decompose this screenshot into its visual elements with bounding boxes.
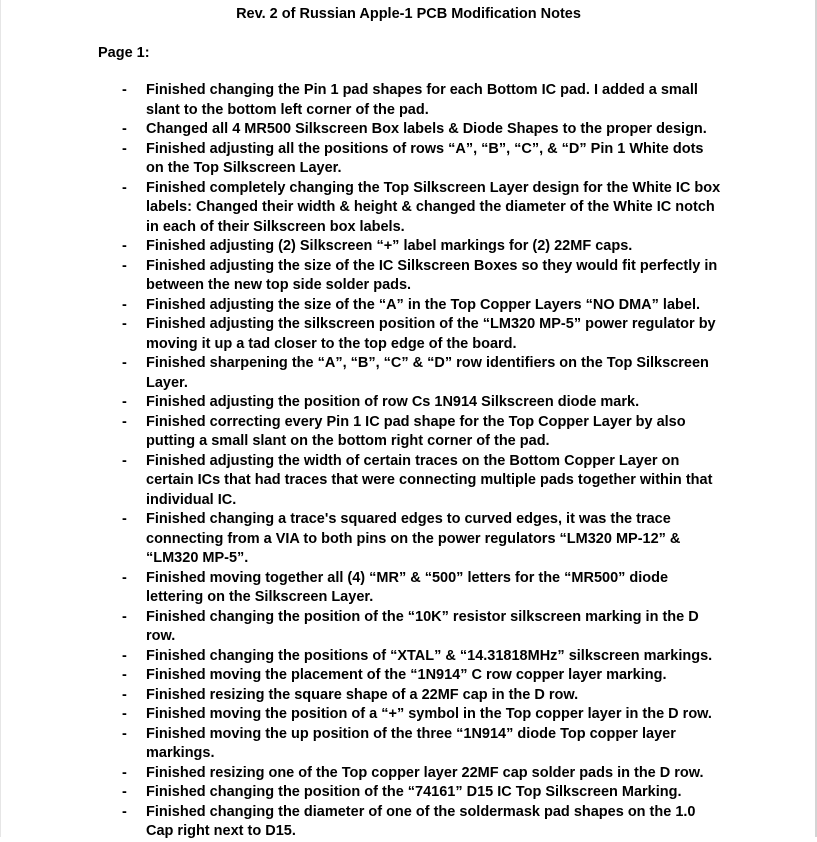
bullet-dash: - [122, 647, 127, 664]
bullet-dash: - [122, 608, 127, 625]
note-text: Finished sharpening the “A”, “B”, “C” & “D” row identifiers on the Top Silkscreen Layer. [146, 355, 709, 391]
note-item [122, 257, 722, 296]
bullet-dash: - [122, 569, 127, 586]
note-item [122, 666, 722, 686]
note-item [122, 510, 722, 569]
bullet-dash: - [122, 686, 127, 703]
note-text: Finished adjusting the position of row Cs 1N914 Silkscreen diode mark. [146, 394, 640, 410]
note-item [122, 647, 722, 667]
note-item [122, 81, 722, 120]
bullet-dash: - [122, 725, 127, 742]
bullet-dash: - [122, 452, 127, 469]
note-item [122, 705, 722, 725]
note-text: Finished changing the position of the “74161” D15 IC Top Silkscreen Marking. [146, 784, 682, 800]
note-item [122, 803, 722, 842]
note-text: Finished adjusting the silkscreen position of the “LM320 MP-5” power regulator by moving it up a tad closer to the top edge of the board. [146, 316, 716, 352]
note-item [122, 413, 722, 452]
note-text: Changed all 4 MR500 Silkscreen Box labels & Diode Shapes to the proper design. [146, 121, 707, 137]
bullet-dash: - [122, 82, 127, 98]
note-text: Finished adjusting all the positions of rows “A”, “B”, “C”, & “D” Pin 1 White dots on the Top Silkscreen Layer. [146, 140, 704, 176]
note-item [122, 237, 722, 257]
note-text: Finished adjusting the size of the IC Silkscreen Boxes so they would fit perfectly in between the new top side solder pads. [146, 257, 718, 293]
bullet-dash: - [122, 803, 127, 820]
page-edge-left [0, 0, 1, 837]
bullet-dash: - [122, 764, 127, 781]
note-item [122, 179, 722, 238]
page-label: Page 1: [98, 45, 150, 61]
note-text: Finished changing the Pin 1 pad shapes for each Bottom IC pad. I added a small slant to the bottom left corner of the pad. [146, 82, 698, 118]
note-text: Finished adjusting the width of certain traces on the Bottom Copper Layer on certain ICs that had traces that were connecting multiple pads together within that individual IC. [146, 452, 713, 508]
note-text: Finished moving the up position of the three “1N914” diode Top copper layer markings. [146, 725, 676, 761]
note-text: Finished changing the diameter of one of the soldermask pad shapes on the 1.0 Cap right next to D15. [146, 803, 696, 839]
bullet-dash: - [122, 784, 127, 800]
note-item [122, 140, 722, 179]
bullet-dash: - [122, 706, 127, 722]
note-text: Finished changing the position of the “10K” resistor silkscreen marking in the D row. [146, 608, 699, 644]
note-item [122, 764, 722, 784]
document-title: Rev. 2 of Russian Apple-1 PCB Modification Notes [236, 6, 581, 22]
note-item [122, 393, 722, 413]
note-text: Finished completely changing the Top Silkscreen Layer design for the White IC box labels: Changed their width & height & changed the diameter of the White IC notch in each of their Silkscreen box labels. [146, 179, 721, 235]
note-text: Finished resizing one of the Top copper layer 22MF cap solder pads in the D row. [146, 764, 704, 781]
bullet-dash: - [122, 413, 127, 430]
note-item [122, 608, 722, 647]
note-text: Finished correcting every Pin 1 IC pad shape for the Top Copper Layer by also putting a small slant on the bottom right corner of the pad. [146, 413, 686, 449]
note-item [122, 315, 722, 354]
bullet-dash: - [122, 355, 127, 371]
bullet-dash: - [122, 179, 127, 196]
notes-list [122, 81, 722, 842]
note-text: Finished changing a trace's squared edges to curved edges, it was the trace connecting from a VIA to both pins on the power regulators “LM320 MP-12” & “LM320 MP-5”. [146, 511, 681, 566]
note-item [122, 725, 722, 764]
note-item [122, 296, 722, 316]
note-text: Finished moving together all (4) “MR” & “500” letters for the “MR500” diode lettering on the Silkscreen Layer. [146, 569, 669, 605]
bullet-dash: - [122, 238, 127, 254]
bullet-dash: - [122, 394, 127, 410]
bullet-dash: - [122, 667, 127, 683]
note-item [122, 783, 722, 803]
note-text: Finished moving the position of a “+” symbol in the Top copper layer in the D row. [146, 706, 712, 722]
bullet-dash: - [122, 257, 127, 274]
bullet-dash: - [122, 511, 127, 527]
note-text: Finished moving the placement of the “1N914” C row copper layer marking. [146, 667, 667, 683]
note-item [122, 569, 722, 608]
note-text: Finished adjusting (2) Silkscreen “+” label markings for (2) 22MF caps. [146, 238, 633, 254]
note-text: Finished adjusting the size of the “A” in the Top Copper Layers “NO DMA” label. [146, 296, 701, 313]
bullet-dash: - [122, 296, 127, 313]
note-item [122, 120, 722, 140]
bullet-dash: - [122, 121, 127, 137]
note-item [122, 686, 722, 706]
note-text: Finished changing the positions of “XTAL” & “14.31818MHz” silkscreen markings. [146, 647, 713, 664]
note-item [122, 354, 722, 393]
note-text: Finished resizing the square shape of a 22MF cap in the D row. [146, 686, 579, 703]
bullet-dash: - [122, 140, 127, 157]
note-item [122, 452, 722, 511]
bullet-dash: - [122, 316, 127, 332]
